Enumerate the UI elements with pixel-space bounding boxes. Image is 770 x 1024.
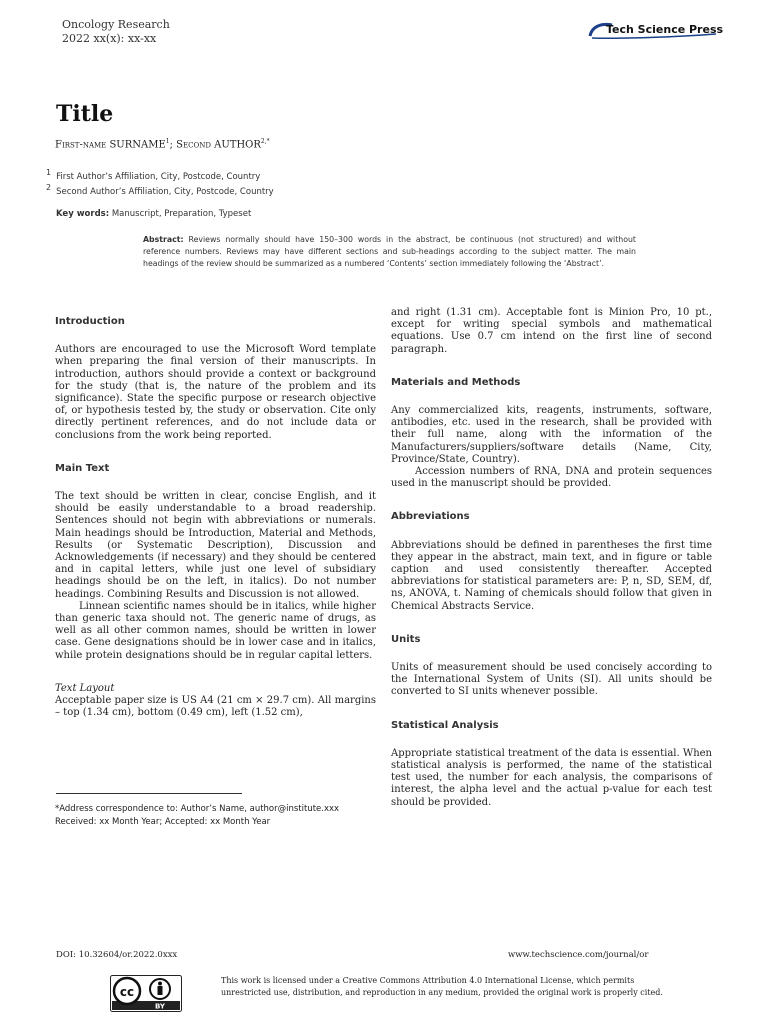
license-statement: This work is licensed under a Creative Commons Attribution 4.0 International License, which permits unrestricted use, distribution, and reproduction in any medium, provided the original work is properly cited. <box>221 976 663 997</box>
affiliation-2 <box>46 183 274 197</box>
correspondence-note: *Address correspondence to: Author’s Name, author@institute.xxx <box>55 804 340 814</box>
doi: DOI: 10.32604/or.2022.0xxx <box>56 950 178 960</box>
abstract <box>143 234 636 271</box>
text-layout-paragraph: Acceptable paper size is US A4 (21 cm × 29.7 cm). All margins – top (1.34 cm), bottom (0.49 cm), left (1.52 cm), <box>55 695 376 719</box>
abstract-text: Reviews normally should have 150–300 words in the abstract, be continuous (not structured) and without reference numbers. Reviews may have different sections and sub-headings according to the subject matter. The main headings of the review should be summarized as a numbered ‘Contents’ section immediately following the ‘Abstract’. <box>143 235 636 269</box>
left-column <box>55 316 376 719</box>
statistical-analysis-heading: Statistical Analysis <box>391 719 499 731</box>
main-text-paragraph-1: The text should be written in clear, concise English, and it should be easily understandable to a broad readership. Sentences should not begin with abbreviations or numerals. Main headings should be Introduction, Material and Methods, Results (or Systematic Description), Discussion and Acknowledgements (if necessary) and they should be centered and in capital letters, while just one level of subsidiary headings should be on the left, in italics). Do not number headings. Combining Results and Discussion is not allowed. <box>55 491 376 600</box>
publisher-logo <box>588 22 724 40</box>
right-column <box>391 307 712 809</box>
journal-volume: 2022 xx(x): xx-xx <box>62 32 157 45</box>
cc-by-label: BY <box>154 1002 166 1011</box>
introduction-heading: Introduction <box>55 316 125 327</box>
abbreviations-heading: Abbreviations <box>391 511 470 523</box>
materials-methods-paragraph-1: Any commercialized kits, reagents, instruments, software, antibodies, etc. used in the research, shall be provided with their full name, along with the information of the Manufacturers/suppliers/software details (Name, City, Province/State, Country). <box>391 405 712 465</box>
affiliation-number: 2 <box>46 183 52 192</box>
abbreviations-paragraph: Abbreviations should be defined in parentheses the first time they appear in the abstract, main text, and in figure or table caption and used consistently thereafter. Accepted abbreviations for statistical parameters are: P, n, SD, SEM, df, ns, ANOVA, t. Naming of chemicals should follow that given in Chemical Abstracts Service. <box>391 539 712 612</box>
introduction-text: Authors are encouraged to use the Microsoft Word template when preparing the final version of their manuscripts. In introduction, authors should provide a context or background for the study (that is, the nature of the problem and its significance). State the specific purpose or research objective of, or hypothesis tested by, the study or observation. Cite only directly pertinent references, and do not include data or conclusions from the work being reported. <box>55 344 376 441</box>
keywords <box>56 209 251 219</box>
journal-url: www.techscience.com/journal/or <box>508 950 649 960</box>
author-2-affil-mark: 2,* <box>260 138 270 145</box>
text-layout-subheading: Text Layout <box>55 682 115 694</box>
author-separator: ; <box>169 139 177 151</box>
article-title: Title <box>56 101 114 127</box>
affiliation-number: 1 <box>46 168 52 177</box>
affiliation-text: First Author’s Affiliation, City, Postcode, Country <box>56 171 261 182</box>
materials-methods-paragraph-2: Accession numbers of RNA, DNA and protein sequences used in the manuscript should be provided. <box>391 466 712 490</box>
keywords-text: Manuscript, Preparation, Typeset <box>109 209 252 219</box>
received-accepted-dates: Received: xx Month Year; Accepted: xx Month Year <box>55 817 271 827</box>
main-text-paragraph-2: Linnean scientific names should be in italics, while higher than generic taxa should not. The generic name of drugs, as well as all other common names, should be written in lower case. Gene designations should be in lower case and in italics, while protein designations should be in regular capital letters. <box>55 600 376 661</box>
abstract-label: Abstract: <box>143 235 184 244</box>
statistical-analysis-paragraph: Appropriate statistical treatment of the data is essential. When statistical analysis is performed, the name of the statistical test used, the number for each analysis, the comparisons of interest, the alpha level and the actual p-value for each test should be provided. <box>391 747 712 808</box>
keywords-label: Key words: <box>56 209 110 219</box>
creative-commons-icon <box>110 975 182 1012</box>
footnote <box>55 803 339 829</box>
svg-text:cc: cc <box>119 985 135 999</box>
main-text-heading: Main Text <box>55 462 110 474</box>
footnote-divider <box>56 793 242 794</box>
author-1: First-name SURNAME <box>55 139 166 151</box>
publisher-name: Tech Science Press <box>606 23 724 36</box>
author-list <box>55 138 270 150</box>
author-2: Second AUTHOR <box>176 139 261 151</box>
journal-name: Oncology Research <box>62 18 170 31</box>
units-paragraph: Units of measurement should be used concisely according to the International System of Units (SI). All units should be converted to SI units whenever possible. <box>391 662 712 698</box>
affiliation-text: Second Author’s Affiliation, City, Postcode, Country <box>56 186 274 197</box>
author-1-affil-mark: 1 <box>165 138 170 145</box>
units-heading: Units <box>391 633 421 645</box>
materials-methods-heading: Materials and Methods <box>391 376 521 388</box>
affiliation-1 <box>46 168 260 182</box>
text-layout-continued: and right (1.31 cm). Acceptable font is Minion Pro, 10 pt., except for writing special symbols and mathematical equations. Use 0.7 cm intend on the first line of second paragraph. <box>391 307 712 355</box>
cc-by-badge <box>110 975 182 1012</box>
running-header <box>62 18 170 46</box>
